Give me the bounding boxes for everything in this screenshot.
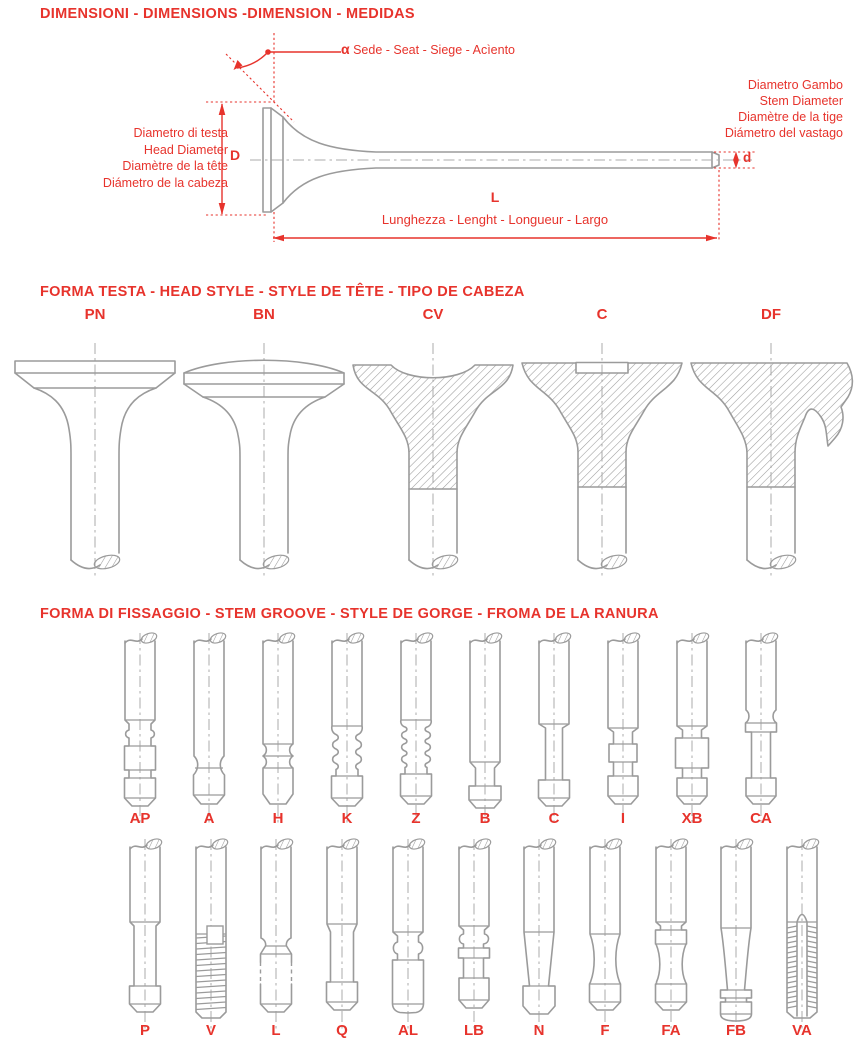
- stem-groove-drawing-LB: [442, 834, 506, 1034]
- stem-groove-col-Q: [310, 834, 374, 1044]
- stem-groove-col-AL: [376, 834, 440, 1044]
- alpha-symbol: α: [341, 41, 350, 57]
- head-style-col-CV: [347, 306, 519, 589]
- stem-groove-label: FB: [726, 1022, 746, 1039]
- seat-angle-label: α Sede - Seat - Siege - Acìento: [341, 41, 515, 57]
- stem-groove-drawing-FB: [704, 834, 768, 1034]
- stem-groove-drawing-AP: [108, 628, 172, 828]
- valve-head-drawing-CV: [347, 327, 519, 589]
- stem-groove-label: FA: [661, 1022, 681, 1039]
- stem-groove-label: B: [479, 810, 491, 827]
- stem-groove-col-XB: [660, 628, 724, 838]
- stem-groove-col-FA: [639, 834, 703, 1044]
- stem-groove-label: AP: [129, 810, 151, 827]
- stem-groove-label: Q: [336, 1022, 348, 1039]
- stem-groove-drawing-V: [179, 834, 243, 1034]
- stem-groove-label: P: [139, 1022, 150, 1039]
- stem-groove-label: L: [271, 1022, 281, 1039]
- stem-groove-col-N: [507, 834, 571, 1044]
- stem-diameter-label: Diametro Gambo Stem Diameter Diamètre de la tige Diámetro del vastago: [724, 78, 843, 140]
- stem-groove-drawing-I: [591, 628, 655, 828]
- head-style-label: CV: [422, 306, 444, 323]
- head-style-title: FORMA TESTA - HEAD STYLE - STYLE DE TÊTE - TIPO DE CABEZA: [40, 284, 525, 300]
- dim-L-symbol: L: [490, 189, 500, 205]
- stem-groove-label: Z: [411, 810, 421, 827]
- stem-groove-label: VA: [792, 1022, 812, 1039]
- head-style-label: PN: [84, 306, 106, 323]
- head-style-col-PN: [9, 306, 181, 589]
- dim-D-symbol: D: [230, 147, 241, 163]
- stem-groove-col-B: [453, 628, 517, 838]
- stem-groove-col-FB: [704, 834, 768, 1044]
- length-label: Lunghezza - Lenght - Longueur - Largo: [381, 212, 609, 227]
- stem-groove-drawing-CA: [729, 628, 793, 828]
- stem-groove-label: AL: [398, 1022, 418, 1039]
- dimensions-title: DIMENSIONI - DIMENSIONS -DIMENSION - MEDIDAS: [40, 6, 415, 22]
- head-style-label: DF: [761, 306, 781, 323]
- stem-groove-col-L: [244, 834, 308, 1044]
- stem-groove-col-VA: [770, 834, 834, 1044]
- stem-groove-col-K: [315, 628, 379, 838]
- stem-groove-drawing-XB: [660, 628, 724, 828]
- stem-groove-col-CA: [729, 628, 793, 838]
- stem-groove-col-H: [246, 628, 310, 838]
- stem-groove-col-I: [591, 628, 655, 838]
- stem-groove-drawing-C: [522, 628, 586, 828]
- stem-groove-col-V: [179, 834, 243, 1044]
- stem-groove-drawing-F: [573, 834, 637, 1034]
- head-diameter-label: Diametro di testa Head Diameter Diamètre de la tête Diámetro de la cabeza: [102, 126, 228, 190]
- stem-groove-label: LB: [464, 1022, 484, 1039]
- head-style-label: BN: [253, 306, 275, 323]
- stem-groove-drawing-A: [177, 628, 241, 828]
- stem-groove-col-F: [573, 834, 637, 1044]
- stem-groove-drawing-K: [315, 628, 379, 828]
- stem-groove-col-A: [177, 628, 241, 838]
- stem-groove-label: I: [620, 810, 626, 827]
- stem-groove-drawing-FA: [639, 834, 703, 1034]
- stem-groove-col-C: [522, 628, 586, 838]
- valve-head-drawing-PN: [9, 327, 181, 589]
- stem-groove-drawing-B: [453, 628, 517, 828]
- stem-groove-col-AP: [108, 628, 172, 838]
- head-style-label: C: [596, 306, 608, 323]
- stem-groove-drawing-N: [507, 834, 571, 1034]
- stem-groove-drawing-AL: [376, 834, 440, 1034]
- stem-groove-col-LB: [442, 834, 506, 1044]
- stem-groove-label: H: [272, 810, 284, 827]
- head-style-col-BN: [178, 306, 350, 589]
- valve-head-drawing-C: [516, 327, 688, 589]
- stem-groove-drawing-L: [244, 834, 308, 1034]
- stem-groove-drawing-Q: [310, 834, 374, 1034]
- head-style-col-DF: [685, 306, 857, 589]
- stem-groove-label: K: [341, 810, 353, 827]
- dim-d-symbol: d: [743, 150, 752, 165]
- stem-groove-drawing-Z: [384, 628, 448, 828]
- stem-groove-drawing-P: [113, 834, 177, 1034]
- stem-groove-label: CA: [750, 810, 772, 827]
- stem-groove-label: V: [205, 1022, 216, 1039]
- valve-head-drawing-BN: [178, 327, 350, 589]
- stem-groove-label: N: [533, 1022, 545, 1039]
- stem-groove-label: XB: [681, 810, 703, 827]
- head-style-col-C: [516, 306, 688, 589]
- stem-groove-col-Z: [384, 628, 448, 838]
- stem-groove-label: A: [203, 810, 215, 827]
- stem-groove-title: FORMA DI FISSAGGIO - STEM GROOVE - STYLE DE GORGE - FROMA DE LA RANURA: [40, 606, 659, 622]
- stem-groove-drawing-H: [246, 628, 310, 828]
- stem-groove-label: F: [600, 1022, 610, 1039]
- stem-groove-drawing-VA: [770, 834, 834, 1034]
- valve-head-drawing-DF: [685, 327, 857, 589]
- stem-groove-label: C: [548, 810, 560, 827]
- stem-groove-col-P: [113, 834, 177, 1044]
